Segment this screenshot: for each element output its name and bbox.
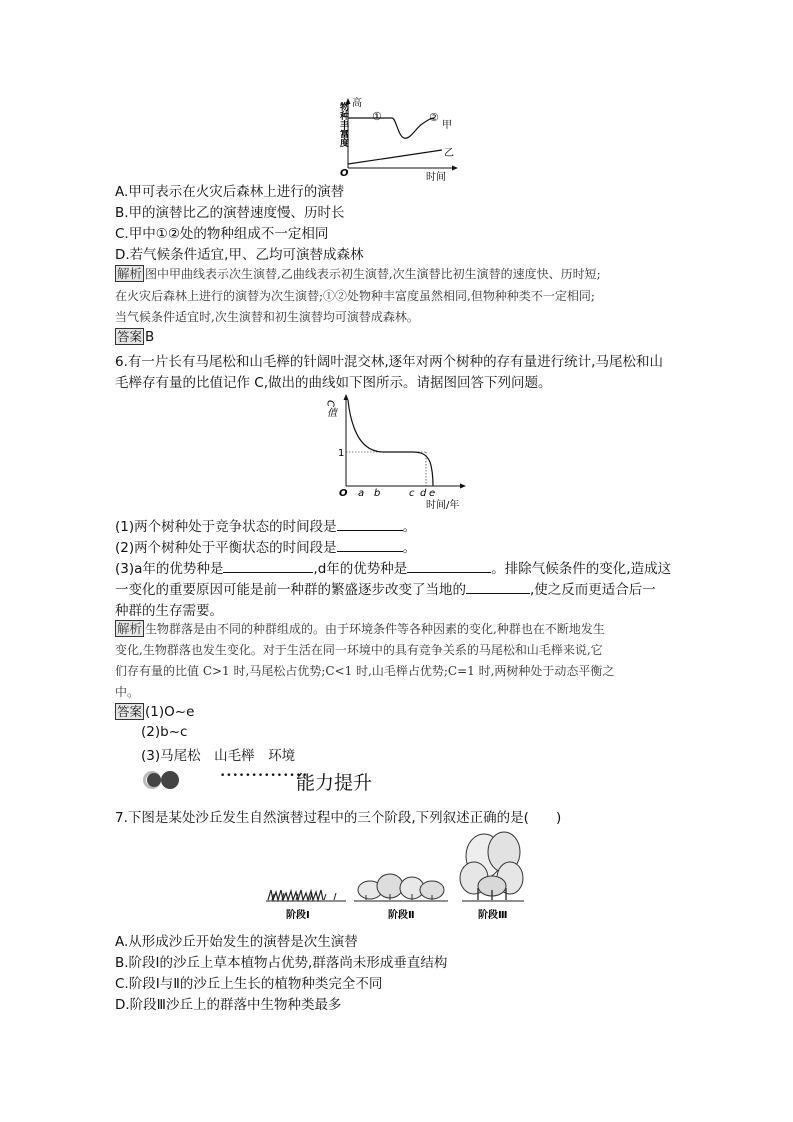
q5-option-a: A.甲可表示在火灾后森林上进行的演替 bbox=[115, 184, 345, 200]
ytick-1: 1 bbox=[338, 448, 345, 459]
label-yi: 乙 bbox=[444, 148, 454, 159]
dune-stages-illustration bbox=[262, 828, 532, 924]
q6-answer-1: 答案 (1)O~e bbox=[117, 704, 195, 720]
x-axis-label: 时间/年 bbox=[426, 500, 460, 511]
answer-tag: 答案 bbox=[117, 329, 143, 344]
q6-answer-2: (2)b~c bbox=[141, 724, 188, 740]
q7-option-a: A.从形成沙丘开始发生的演替是次生演替 bbox=[115, 934, 358, 950]
answer-blank[interactable] bbox=[223, 560, 313, 573]
mark-2: ② bbox=[429, 111, 439, 124]
q5-option-b: B.甲的演替比乙的演替速度慢、历时长 bbox=[115, 205, 345, 221]
xtick-e: e bbox=[429, 488, 436, 499]
q5-analysis-line-2: 在火灾后森林上进行的演替为次生演替;①②处物种丰富度虽然相同,但物种种类不一定相同; bbox=[115, 289, 595, 303]
xtick-c: c bbox=[409, 488, 415, 499]
stage-3-forest bbox=[460, 832, 524, 901]
curve-yi bbox=[348, 150, 442, 164]
q5-option-d: D.若气候条件适宜,甲、乙均可演替成森林 bbox=[115, 247, 364, 263]
curve-jia bbox=[348, 118, 434, 138]
stage-3-label: 阶段Ⅲ bbox=[478, 910, 508, 921]
q5-option-c: C.甲中①②处的物种组成不一定相同 bbox=[115, 226, 329, 242]
q6-stem-1: 6.有一片长有马尾松和山毛榉的针阔叶混交林,逐年对两个树种的存有量进行统计,马尾松和山 bbox=[115, 354, 663, 370]
c-curve bbox=[348, 400, 433, 486]
q6-answer-3: (3)马尾松 山毛榉 环境 bbox=[141, 748, 296, 764]
q6-sub-3-line2: 一变化的重要原因可能是前一种群的繁盛逐步改变了当地的 ,使之反而更适合后一 bbox=[115, 582, 656, 598]
q5-answer: 答案 B bbox=[117, 329, 155, 345]
y-axis-label: 物种丰富度 bbox=[338, 102, 348, 147]
stage-1-grass bbox=[266, 890, 346, 901]
q6-stem-2: 毛榉存有量的比值记作 C,做出的曲线如下图所示。请据图回答下列问题。 bbox=[115, 375, 552, 391]
xtick-a: a bbox=[358, 488, 365, 499]
x-axis-label: 时间 bbox=[426, 172, 446, 183]
stage-2-shrubs bbox=[354, 874, 448, 901]
succession-chart bbox=[330, 92, 470, 182]
analysis-tag: 解析 bbox=[117, 266, 143, 281]
q7-option-b: B.阶段Ⅰ的沙丘上草本植物占优势,群落尚未形成垂直结构 bbox=[115, 955, 448, 971]
q5-analysis-line-3: 当气候条件适宜时,次生演替和初生演替均可演替成森林。 bbox=[115, 310, 419, 324]
analysis-tag: 解析 bbox=[117, 621, 143, 636]
origin-o: O bbox=[339, 488, 348, 499]
y-top-label: 高 bbox=[352, 98, 362, 109]
answer-blank[interactable] bbox=[466, 581, 530, 594]
q7-stem: 7.下图是某处沙丘发生自然演替过程中的三个阶段,下列叙述正确的是( ) bbox=[115, 810, 562, 826]
c-value-chart bbox=[326, 390, 476, 510]
answer-blank[interactable] bbox=[337, 539, 403, 552]
section-icon bbox=[140, 768, 184, 792]
answer-blank[interactable] bbox=[337, 518, 403, 531]
q6-sub-3-line3: 种群的生存需要。 bbox=[115, 603, 223, 619]
section-dots: •••••••••••••• bbox=[220, 771, 309, 781]
q6-sub-1: (1)两个树种处于竞争状态的时间段是 。 bbox=[115, 519, 417, 535]
xtick-b: b bbox=[374, 488, 381, 499]
answer-blank[interactable] bbox=[407, 560, 491, 573]
q6-analysis-line-4: 中。 bbox=[115, 685, 140, 699]
stage-2-label: 阶段Ⅱ bbox=[388, 910, 415, 921]
q5-analysis-line-1: 解析 图中甲曲线表示次生演替,乙曲线表示初生演替,次生演替比初生演替的速度快、历时短; bbox=[117, 266, 601, 281]
q6-analysis-line-2: 变化,生物群落也发生变化。对于生活在同一环境中的具有竞争关系的马尾松和山毛榉来说,它 bbox=[115, 643, 603, 657]
q6-sub-3: (3)a年的优势种是 ,d年的优势种是 。排除气候条件的变化,造成这 bbox=[115, 561, 672, 577]
answer-tag: 答案 bbox=[117, 704, 143, 719]
mark-1: ① bbox=[372, 110, 382, 123]
q6-sub-2: (2)两个树种处于平衡状态的时间段是 。 bbox=[115, 540, 417, 556]
stage-1-label: 阶段Ⅰ bbox=[286, 910, 310, 921]
q6-analysis-line-3: 们存有量的比值 C>1 时,马尾松占优势;C<1 时,山毛榉占优势;C=1 时,两树种处于动态平衡之 bbox=[115, 664, 615, 678]
xtick-d: d bbox=[420, 488, 427, 499]
q6-analysis-line-1: 解析 生物群落是由不同的种群组成的。由于环境条件等各种因素的变化,种群也在不断地发生 bbox=[117, 621, 605, 636]
q7-option-c: C.阶段Ⅰ与Ⅱ的沙丘上生长的植物种类完全不同 bbox=[115, 976, 383, 992]
q7-option-d: D.阶段Ⅲ沙丘上的群落中生物种类最多 bbox=[115, 997, 342, 1013]
origin-label: O bbox=[340, 168, 349, 179]
section-title: 能力提升 bbox=[296, 772, 373, 794]
label-jia: 甲 bbox=[442, 120, 452, 131]
c-axis-label: C值 bbox=[324, 400, 336, 417]
